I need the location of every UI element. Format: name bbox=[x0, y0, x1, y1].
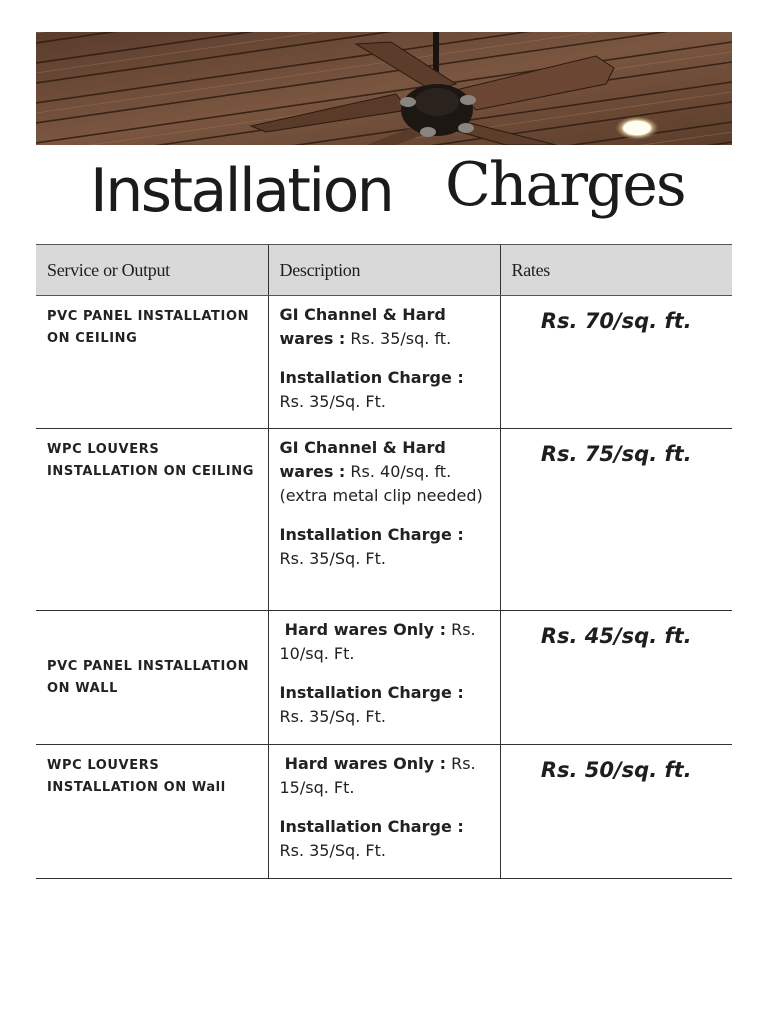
desc-value: Rs. 40/sq. ft. (extra metal clip needed) bbox=[279, 462, 483, 505]
header-rates: Rates bbox=[500, 245, 732, 296]
title-word-charges: Charges bbox=[445, 150, 685, 220]
desc-value: Rs. 15/sq. Ft. bbox=[279, 754, 476, 797]
desc-value: Rs. 35/sq. ft. bbox=[350, 329, 452, 348]
rate-value: Rs. 70/sq. ft. bbox=[540, 309, 692, 333]
desc-label: Installation Charge : bbox=[279, 817, 464, 836]
page-title bbox=[0, 150, 768, 230]
service-name: PVC PANEL INSTALLATION ON CEILING bbox=[47, 309, 250, 346]
ceiling-fan-banner-image bbox=[36, 32, 732, 145]
service-name: WPC LOUVERS INSTALLATION ON Wall bbox=[47, 758, 226, 795]
table-header-row bbox=[36, 245, 732, 296]
desc-label: Hard wares Only : bbox=[284, 620, 446, 639]
desc-value: Rs. 35/Sq. Ft. bbox=[279, 707, 386, 726]
desc-label: Hard wares Only : bbox=[284, 754, 446, 773]
table-row bbox=[36, 296, 732, 429]
service-description bbox=[269, 611, 500, 739]
desc-label: Installation Charge : bbox=[279, 525, 464, 544]
desc-value: Rs. 35/Sq. Ft. bbox=[279, 392, 386, 411]
service-name: WPC LOUVERS INSTALLATION ON CEILING bbox=[47, 442, 254, 479]
table-row bbox=[36, 429, 732, 611]
desc-label: Installation Charge : bbox=[279, 683, 464, 702]
service-description bbox=[269, 429, 500, 581]
desc-value: Rs. 10/sq. Ft. bbox=[279, 620, 476, 663]
header-description: Description bbox=[268, 245, 500, 296]
service-description bbox=[269, 745, 500, 873]
title-word-installation: Installation bbox=[90, 156, 393, 226]
installation-charges-table bbox=[36, 244, 732, 879]
table-row bbox=[36, 745, 732, 879]
desc-label: GI Channel & Hard wares : bbox=[279, 438, 446, 481]
desc-label: Installation Charge : bbox=[279, 368, 464, 387]
rate-value: Rs. 50/sq. ft. bbox=[540, 758, 692, 782]
rate-value: Rs. 75/sq. ft. bbox=[540, 442, 692, 466]
desc-label: GI Channel & Hard wares : bbox=[279, 305, 446, 348]
service-name: PVC PANEL INSTALLATION ON WALL bbox=[47, 659, 250, 696]
desc-value: Rs. 35/Sq. Ft. bbox=[279, 841, 386, 860]
rate-value: Rs. 45/sq. ft. bbox=[540, 624, 692, 648]
desc-value: Rs. 35/Sq. Ft. bbox=[279, 549, 386, 568]
header-service: Service or Output bbox=[36, 245, 268, 296]
service-description bbox=[269, 296, 500, 424]
table-row bbox=[36, 611, 732, 745]
